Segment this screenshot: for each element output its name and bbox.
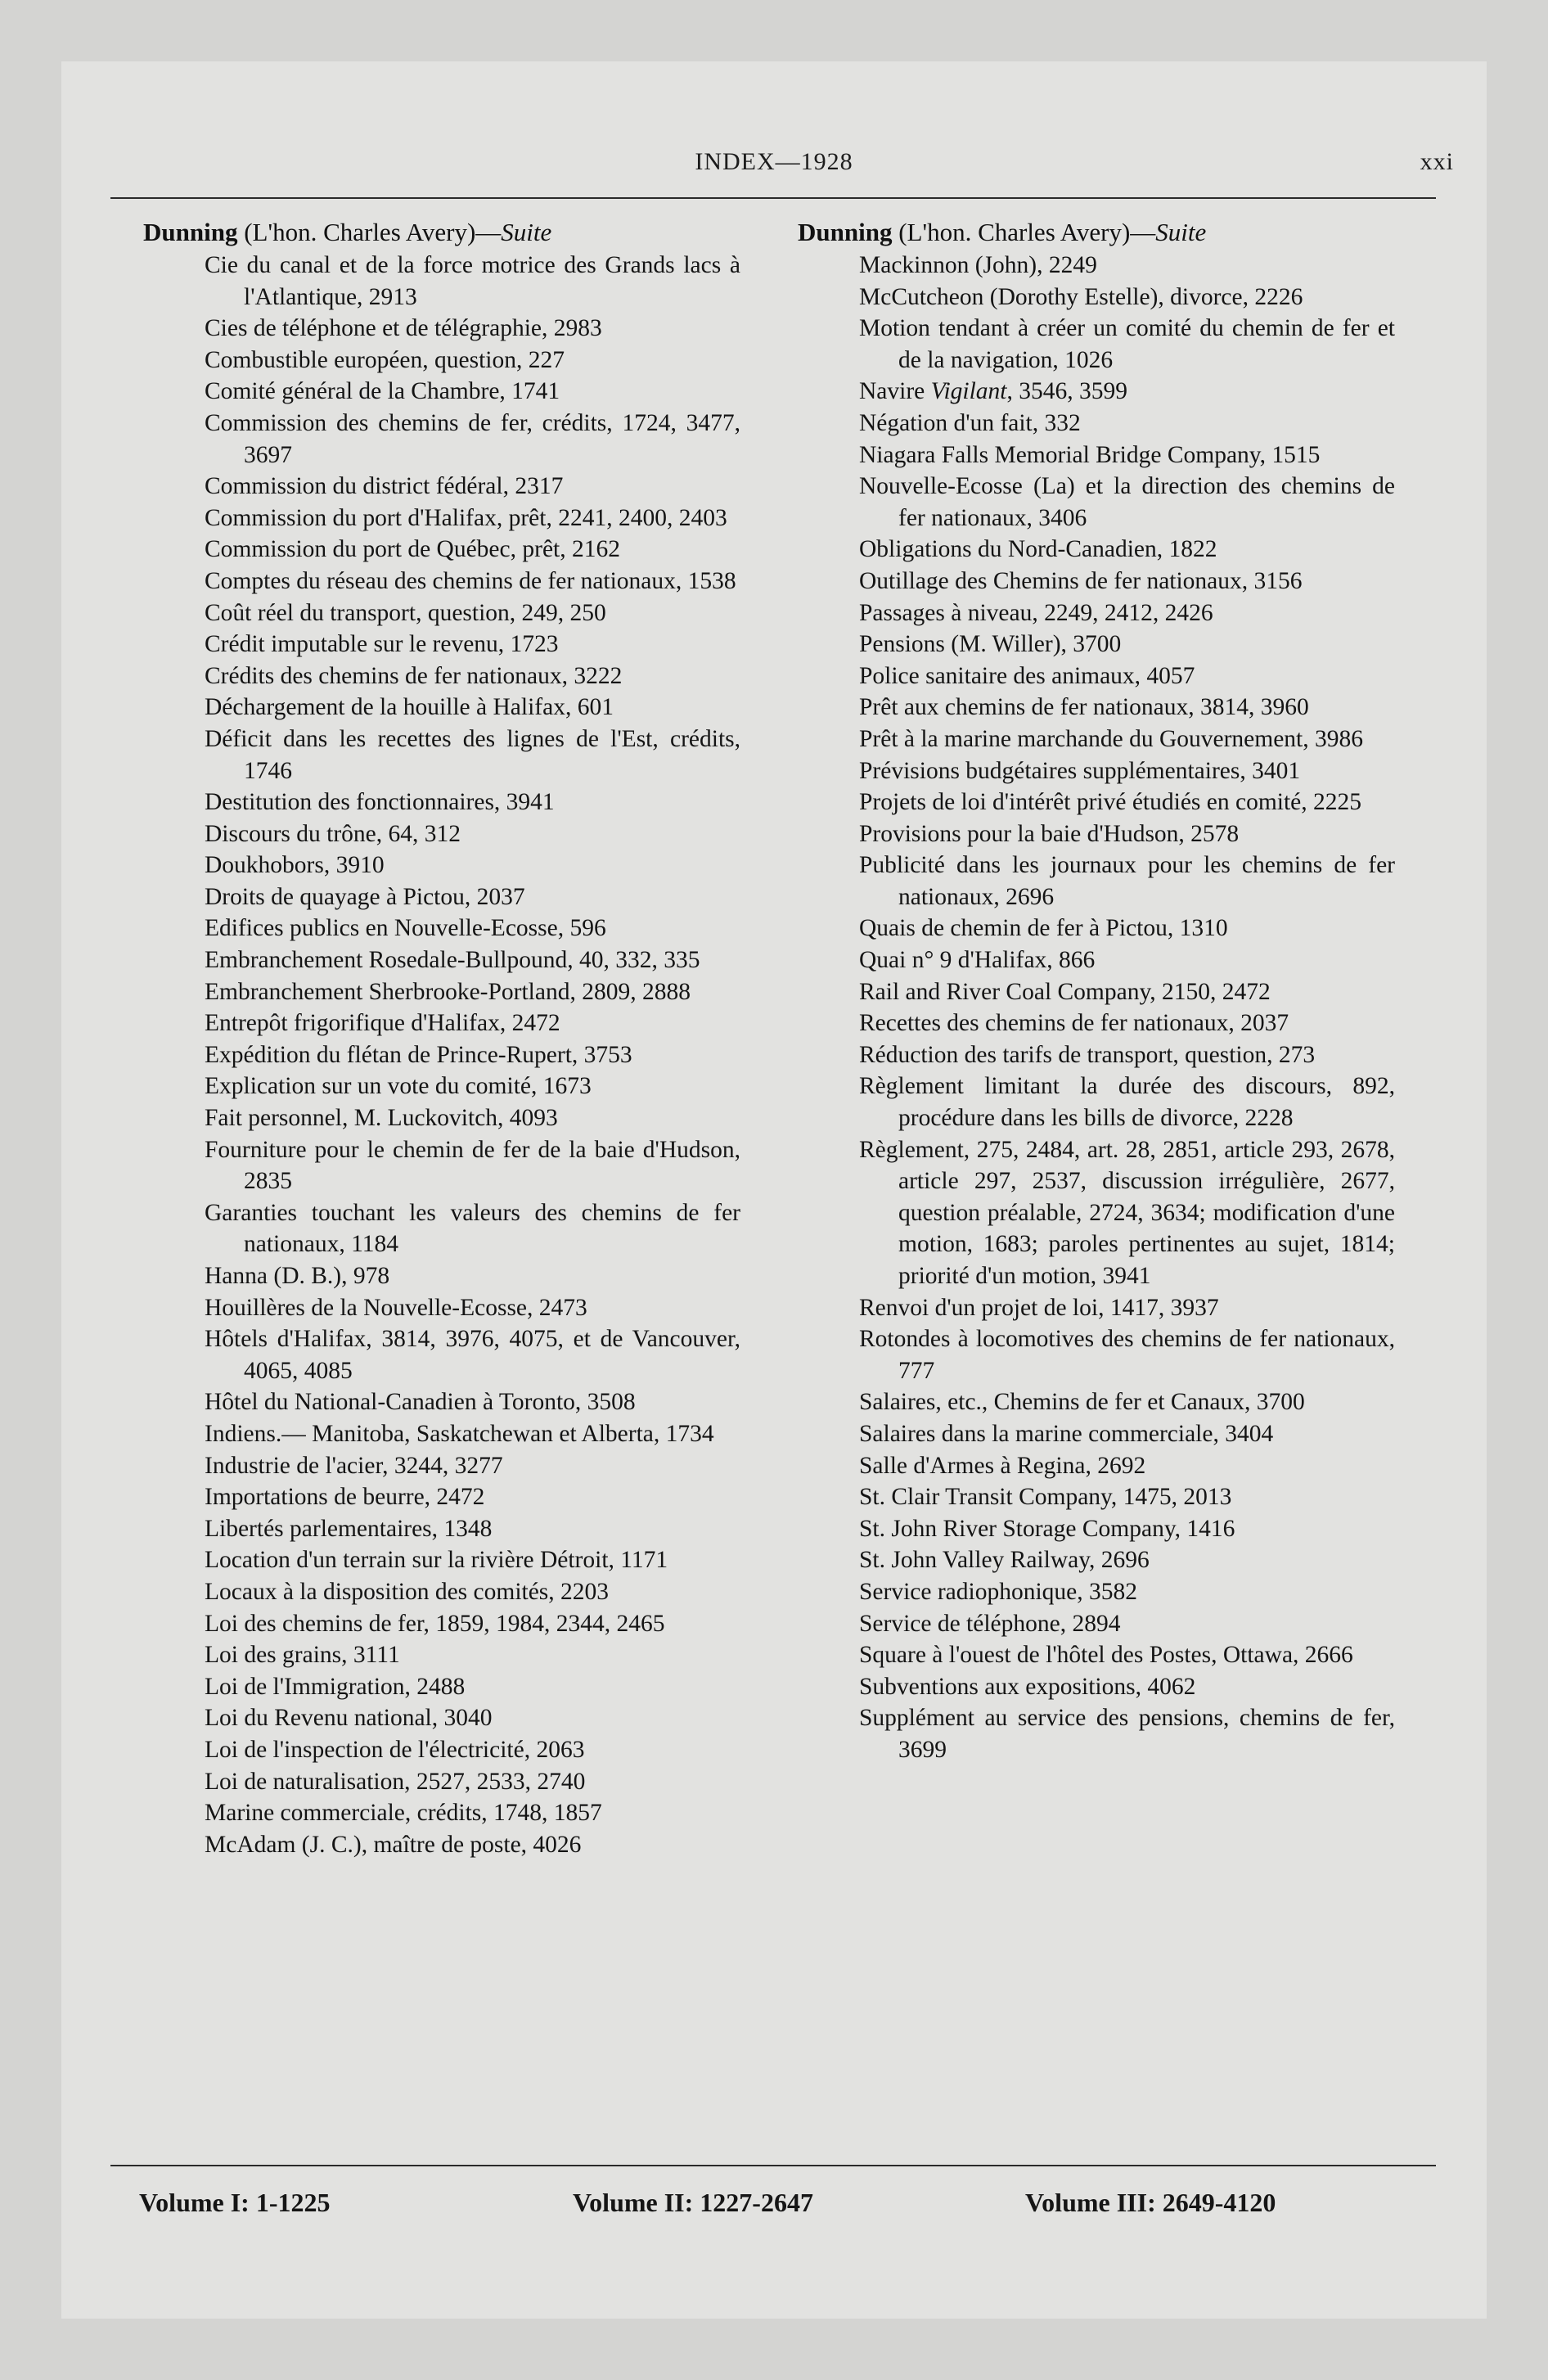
index-entry: Nouvelle-Ecosse (La) et la direction des chemins de fer nationaux, 3406: [859, 473, 1395, 531]
heading-name: Dunning: [143, 218, 238, 246]
index-entry: McCutcheon (Dorothy Estelle), divorce, 2226: [859, 283, 1303, 310]
index-entry: Loi des grains, 3111: [205, 1642, 400, 1669]
index-entry: Hanna (D. B.), 978: [205, 1263, 390, 1289]
index-entry: Discours du trône, 64, 312: [205, 820, 461, 847]
heading-name: Dunning: [798, 218, 893, 246]
index-entry: Cies de téléphone et de télégraphie, 2983: [205, 315, 602, 342]
index-entry: Négation d'un fait, 332: [859, 409, 1081, 436]
index-entry: Motion tendant à créer un comité du chemin de fer et de la navigation, 1026: [859, 315, 1395, 373]
index-entry: Recettes des chemins de fer nationaux, 2037: [859, 1010, 1289, 1037]
index-entry: Commission des chemins de fer, crédits, 1724, 3477, 3697: [205, 409, 740, 468]
index-entry: Quai n° 9 d'Halifax, 866: [859, 947, 1096, 974]
index-entry: St. John River Storage Company, 1416: [859, 1515, 1235, 1542]
index-entry: Subventions aux expositions, 4062: [859, 1673, 1196, 1700]
page-number: xxi: [1420, 148, 1454, 175]
index-entry: Commission du district fédéral, 2317: [205, 473, 564, 500]
index-entry: Niagara Falls Memorial Bridge Company, 1515: [859, 441, 1321, 468]
index-page: [61, 61, 1487, 2319]
index-entry: Comité général de la Chambre, 1741: [205, 378, 560, 405]
index-entry: Mackinnon (John), 2249: [859, 252, 1097, 278]
index-entry: St. John Valley Railway, 2696: [859, 1547, 1150, 1574]
footer-volume-3: Volume III: 2649-4120: [1025, 2188, 1276, 2217]
index-entry: Droits de quayage à Pictou, 2037: [205, 883, 525, 910]
index-entry: Industrie de l'acier, 3244, 3277: [205, 1452, 503, 1479]
index-entry: Importations de beurre, 2472: [205, 1484, 485, 1511]
index-entry: Loi de l'Immigration, 2488: [205, 1673, 466, 1700]
index-entry: Supplément au service des pensions, chemins de fer, 3699: [859, 1705, 1395, 1763]
index-entry: Crédits des chemins de fer nationaux, 3222: [205, 662, 623, 689]
index-entry: Prêt à la marine marchande du Gouvernement, 3986: [859, 725, 1363, 752]
index-entry: Location d'un terrain sur la rivière Détroit, 1171: [205, 1547, 668, 1574]
index-entry: Edifices publics en Nouvelle-Ecosse, 596: [205, 915, 606, 942]
index-entry: Explication sur un vote du comité, 1673: [205, 1073, 592, 1100]
index-entry: Fait personnel, M. Luckovitch, 4093: [205, 1105, 558, 1132]
heading-suite: Suite: [1155, 218, 1207, 246]
footer-volume-1: Volume I: 1-1225: [139, 2188, 331, 2217]
left-column-heading: [143, 217, 740, 248]
index-entry: Loi du Revenu national, 3040: [205, 1705, 493, 1732]
index-entry: Pensions (M. Willer), 3700: [859, 631, 1122, 658]
page-title: INDEX—1928: [695, 148, 853, 175]
index-entry: Commission du port de Québec, prêt, 2162: [205, 536, 620, 563]
page-header: [61, 140, 1487, 189]
index-entry: St. Clair Transit Company, 1475, 2013: [859, 1484, 1232, 1511]
right-column: [798, 217, 1395, 1766]
index-entry: Destitution des fonctionnaires, 3941: [205, 789, 555, 816]
index-entry: Outillage des Chemins de fer nationaux, 3156: [859, 567, 1303, 594]
index-entry: Salaires, etc., Chemins de fer et Canaux, 3700: [859, 1389, 1305, 1416]
index-entry: Cie du canal et de la force motrice des Grands lacs à l'Atlantique, 2913: [205, 252, 740, 310]
index-entry: Indiens.— Manitoba, Saskatchewan et Alberta, 1734: [205, 1420, 714, 1447]
index-entry: Crédit imputable sur le revenu, 1723: [205, 631, 559, 658]
index-entry: Réduction des tarifs de transport, question, 273: [859, 1041, 1316, 1068]
index-entry: Règlement, 275, 2484, art. 28, 2851, article 293, 2678, article 297, 2537, discussion irrégulière, 2677, question préalable, 2724, 3634; modification d'une motion, 1683; paroles pertinentes au sujet, 1814; priorité d'un motion, 3941: [859, 1136, 1395, 1289]
index-entry: Expédition du flétan de Prince-Rupert, 3753: [205, 1041, 632, 1068]
heading-rest: (L'hon. Charles Avery)—: [892, 218, 1156, 246]
index-entry: Hôtel du National-Canadien à Toronto, 3508: [205, 1389, 636, 1416]
footer-rule: [110, 2165, 1436, 2166]
index-entry: Obligations du Nord-Canadien, 1822: [859, 536, 1217, 563]
index-entry: Renvoi d'un projet de loi, 1417, 3937: [859, 1294, 1219, 1321]
right-column-heading: [798, 217, 1395, 248]
page-footer: [61, 2181, 1487, 2230]
index-entry: Déchargement de la houille à Halifax, 601: [205, 694, 614, 721]
index-entry: Salaires dans la marine commerciale, 3404: [859, 1420, 1274, 1447]
index-entry: McAdam (J. C.), maître de poste, 4026: [205, 1831, 582, 1858]
index-entry: Loi de l'inspection de l'électricité, 2063: [205, 1736, 585, 1763]
index-entry: Police sanitaire des animaux, 4057: [859, 662, 1195, 689]
index-entry: Locaux à la disposition des comités, 2203: [205, 1578, 610, 1605]
index-entry: Rotondes à locomotives des chemins de fer nationaux, 777: [859, 1326, 1395, 1384]
index-entry: Service radiophonique, 3582: [859, 1578, 1137, 1605]
index-entry: Loi de naturalisation, 2527, 2533, 2740: [205, 1768, 586, 1795]
index-entry: Salle d'Armes à Regina, 2692: [859, 1452, 1146, 1479]
index-entry: Comptes du réseau des chemins de fer nationaux, 1538: [205, 567, 736, 594]
header-rule: [110, 197, 1436, 199]
index-entry: Provisions pour la baie d'Hudson, 2578: [859, 820, 1240, 847]
index-entry: Loi des chemins de fer, 1859, 1984, 2344, 2465: [205, 1610, 665, 1637]
index-entry: Coût réel du transport, question, 249, 250: [205, 599, 606, 626]
index-entry: Libertés parlementaires, 1348: [205, 1515, 493, 1542]
index-entry: Quais de chemin de fer à Pictou, 1310: [859, 915, 1228, 942]
index-entry: Houillères de la Nouvelle-Ecosse, 2473: [205, 1294, 587, 1321]
index-entry: Doukhobors, 3910: [205, 852, 385, 879]
index-entry: Square à l'ouest de l'hôtel des Postes, Ottawa, 2666: [859, 1642, 1353, 1669]
index-entry: Garanties touchant les valeurs des chemins de fer nationaux, 1184: [205, 1199, 740, 1258]
heading-suite: Suite: [501, 218, 552, 246]
left-column: [143, 217, 740, 1860]
index-entry: Règlement limitant la durée des discours, 892, procédure dans les bills de divorce, 2228: [859, 1073, 1395, 1132]
index-entry: Service de téléphone, 2894: [859, 1610, 1121, 1637]
index-entry: Fourniture pour le chemin de fer de la baie d'Hudson, 2835: [205, 1136, 740, 1195]
footer-volume-2: Volume II: 1227-2647: [573, 2188, 813, 2217]
index-entry: Marine commerciale, crédits, 1748, 1857: [205, 1800, 602, 1827]
index-entry: Prêt aux chemins de fer nationaux, 3814, 3960: [859, 694, 1309, 721]
heading-rest: (L'hon. Charles Avery)—: [237, 218, 502, 246]
index-entry: Embranchement Rosedale-Bullpound, 40, 332, 335: [205, 947, 700, 974]
index-entry: Déficit dans les recettes des lignes de l'Est, crédits, 1746: [205, 725, 740, 784]
index-entry: Entrepôt frigorifique d'Halifax, 2472: [205, 1010, 560, 1037]
index-entry: Prévisions budgétaires supplémentaires, 3401: [859, 757, 1301, 784]
index-entry: Publicité dans les journaux pour les chemins de fer nationaux, 2696: [859, 852, 1395, 910]
index-entry: Navire Vigilant, 3546, 3599: [859, 378, 1128, 405]
index-entry: Combustible européen, question, 227: [205, 346, 565, 373]
index-entry: Embranchement Sherbrooke-Portland, 2809, 2888: [205, 978, 691, 1005]
index-entry: Rail and River Coal Company, 2150, 2472: [859, 978, 1271, 1005]
index-entry: Projets de loi d'intérêt privé étudiés en comité, 2225: [859, 789, 1362, 816]
index-entry: Passages à niveau, 2249, 2412, 2426: [859, 599, 1213, 626]
index-entry: Hôtels d'Halifax, 3814, 3976, 4075, et de Vancouver, 4065, 4085: [205, 1326, 740, 1384]
index-entry: Commission du port d'Halifax, prêt, 2241, 2400, 2403: [205, 504, 727, 531]
